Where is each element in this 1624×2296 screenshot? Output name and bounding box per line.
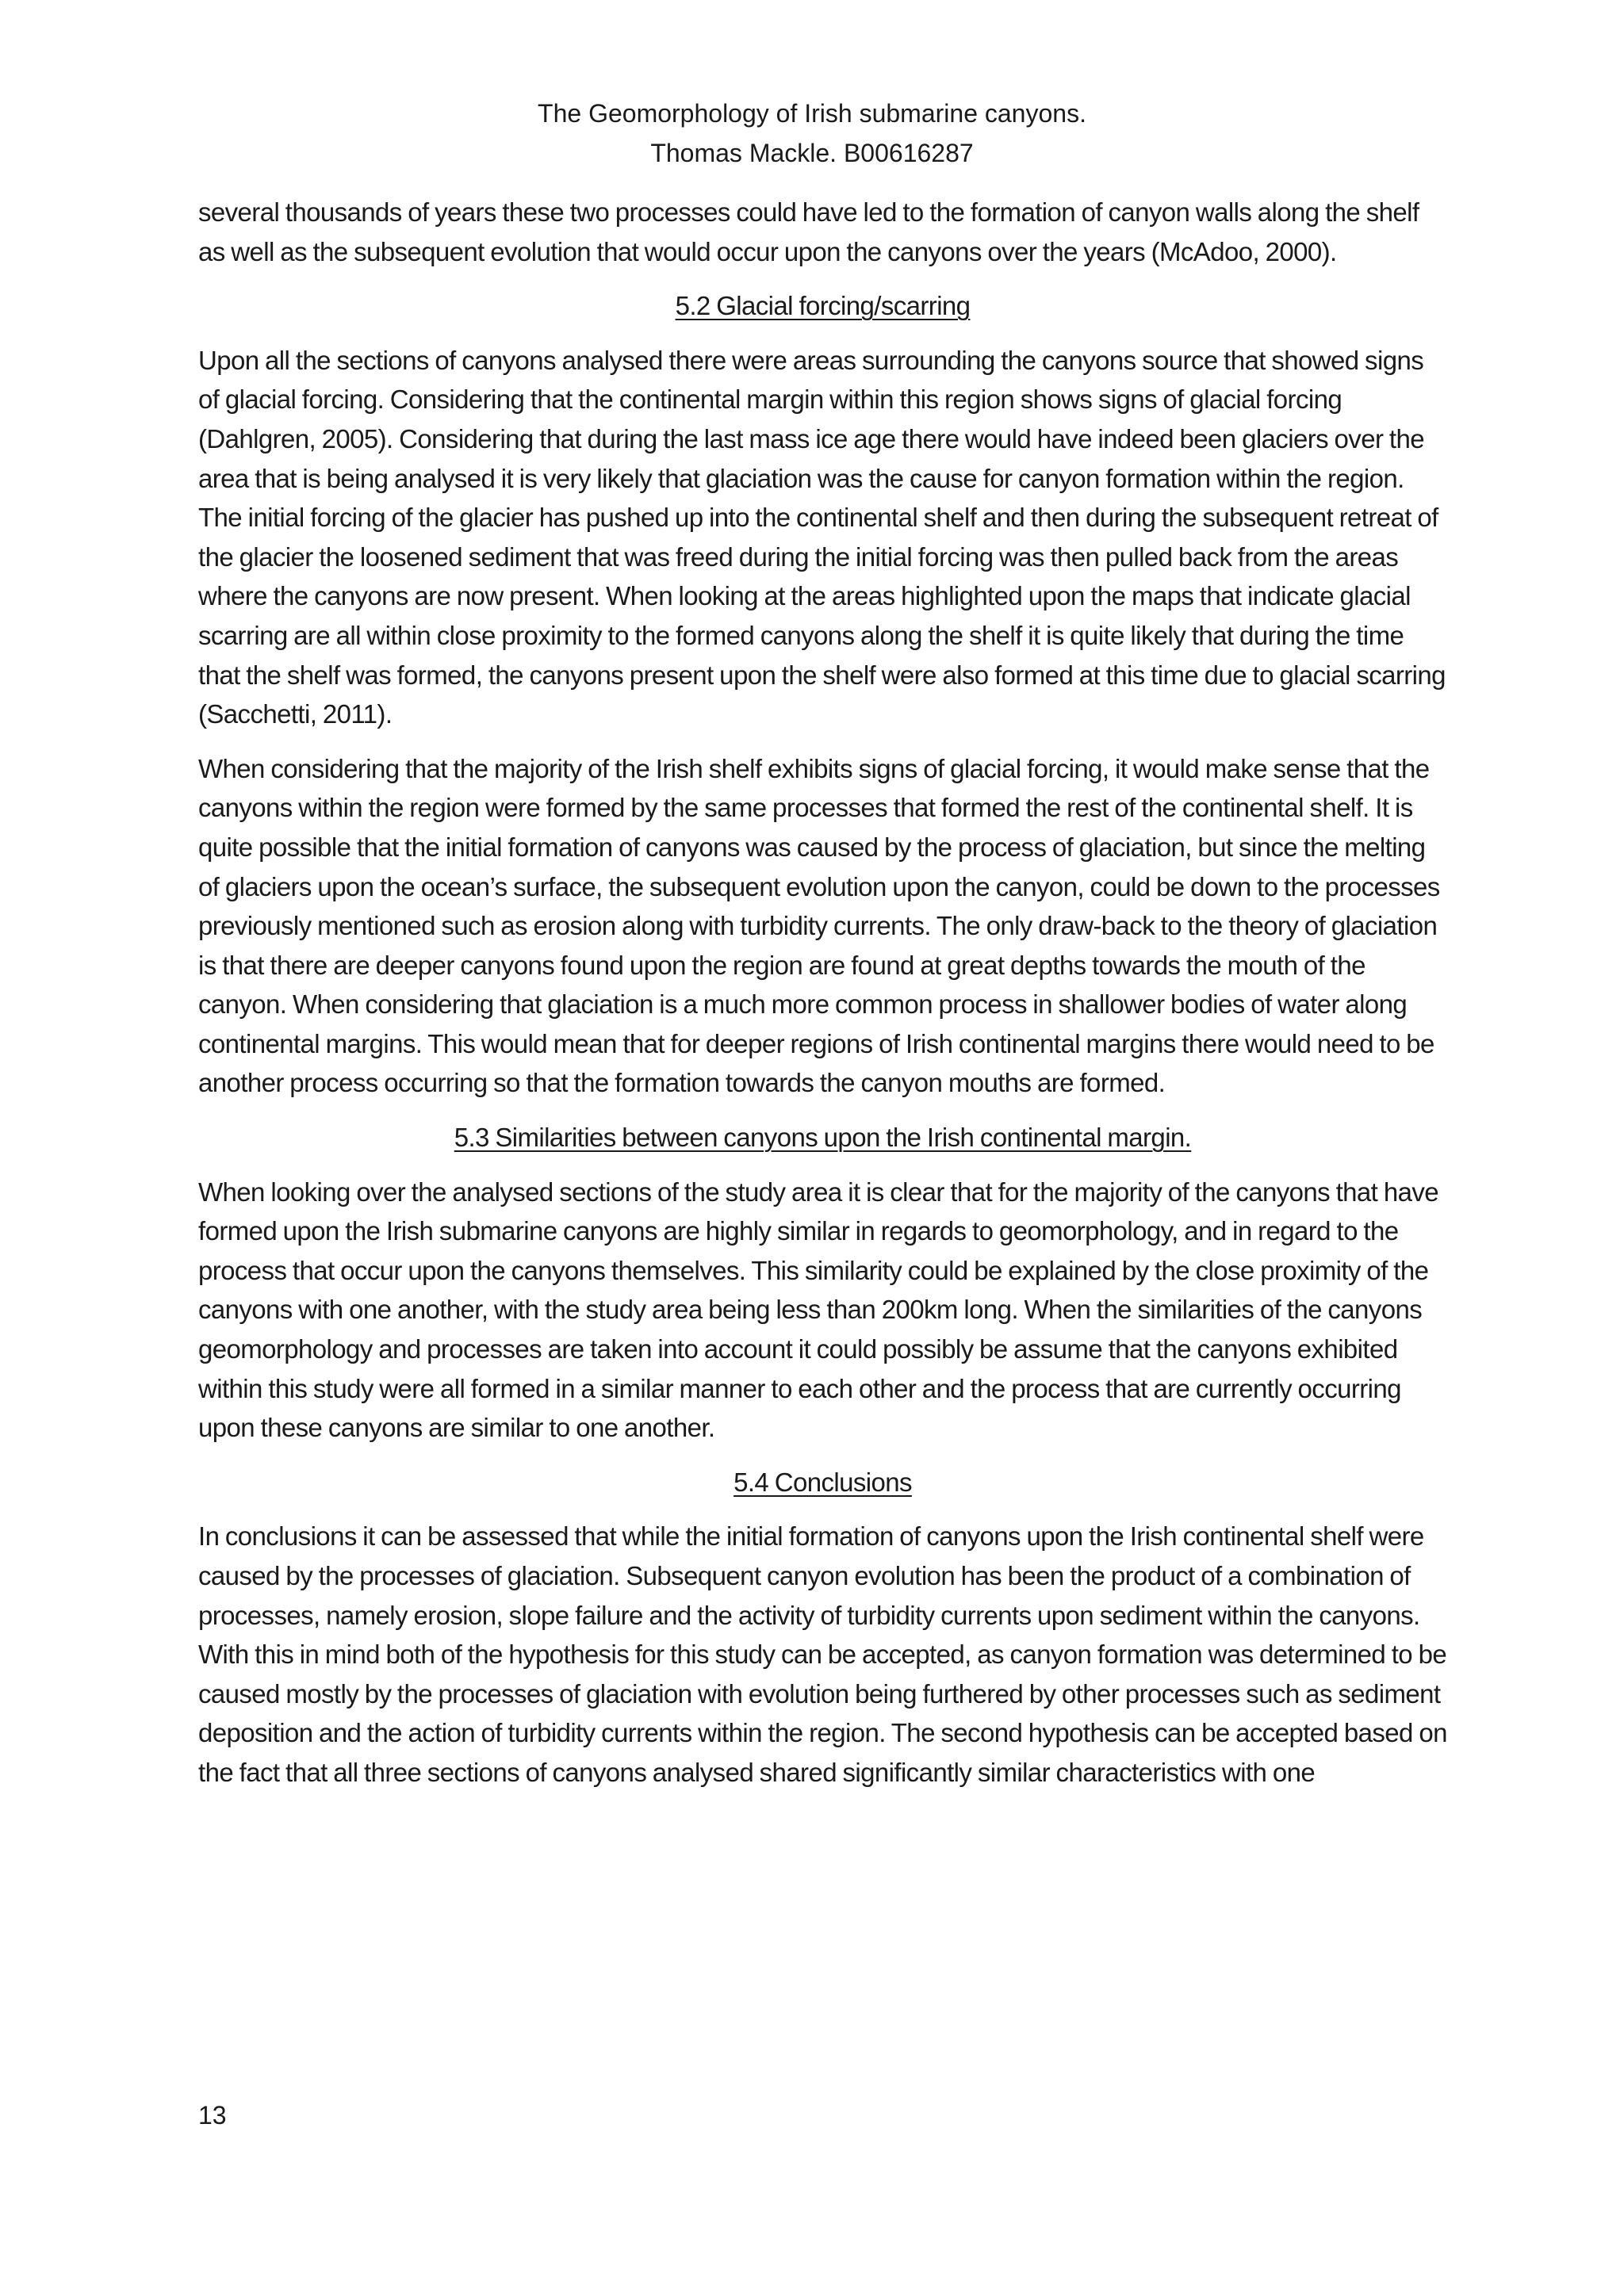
paragraph-5-2-2: When considering that the majority of the Irish shelf exhibits signs of glacial forcing, it would make sense that the canyons within the region were formed by the same processes that formed the rest of the continental shelf. It is quite possible that the initial formation of canyons was caused by the process of glaciation, but since the melting of glaciers upon the ocean’s surface, the subsequent evolution upon the canyon, could be down to the processes previously mentioned such as erosion along with turbidity currents. The only draw-back to the theory of glaciation is that there are deeper canyons found upon the region are found at great depths towards the mouth of the canyon. When considering that glaciation is a much more common process in shallower bodies of water along continental margins. This would mean that for deeper regions of Irish continental margins there would need to be another process occurring so that the formation towards the canyon mouths are formed. [198, 753, 1440, 1098]
intro-paragraph: several thousands of years these two processes could have led to the formation of canyon walls along the shelf as well as the subsequent evolution that would occur upon the canyons over the years (McAdoo, 2000). [198, 197, 1419, 266]
header-author: Thomas Mackle. B00616287 [650, 139, 974, 167]
paragraph-5-3-1: When looking over the analysed sections of the study area it is clear that for the majority of the canyons that have formed upon the Irish submarine canyons are highly similar in regards to geomorphology, and in regard to the process that occur upon the canyons themselves. This similarity could be explained by the close proximity of the canyons with one another, with the study area being less than 200km long. When the similarities of the canyons geomorphology and processes are taken into account it could possibly be assume that the canyons exhibited within this study were all formed in a similar manner to each other and the process that are currently occurring upon these canyons are similar to one another. [198, 1177, 1438, 1443]
paragraph-5-4-1: In conclusions it can be assessed that while the initial formation of canyons upon the Irish continental shelf were caused by the processes of glaciation. Subsequent canyon evolution has been the product of a combination of processes, namely erosion, slope failure and the activity of turbidity currents upon sediment within the canyons. With this in mind both of the hypothesis for this study can be accepted, as canyon formation was determined to be caused mostly by the processes of glaciation with evolution being furthered by other processes such as sediment deposition and the action of turbidity currents within the region. The second hypothesis can be accepted based on the fact that all three sections of canyons analysed shared significantly similar characteristics with one [198, 1521, 1447, 1787]
section-heading-5-2: 5.2 Glacial forcing/scarring [675, 291, 971, 321]
paragraph-5-2-1: Upon all the sections of canyons analysed there were areas surrounding the canyons source that showed signs of glacial forcing. Considering that the continental margin within this region shows signs of glacial forcing (Dahlgren, 2005). Considering that during the last mass ice age there would have indeed been glaciers over the area that is being analysed it is very likely that glaciation was the cause for canyon formation within the region. The initial forcing of the glacier has pushed up into the continental shelf and then during the subsequent retreat of the glacier the loosened sediment that was freed during the initial forcing was then pulled back from the areas where the canyons are now present. When looking at the areas highlighted upon the maps that indicate glacial scarring are all within close proximity to the formed canyons along the shelf it is quite likely that during the time that the shelf was formed, the canyons present upon the shelf were also formed at this time due to glacial scarring (Sacchetti, 2011). [198, 345, 1446, 729]
body-text [198, 193, 1447, 1808]
running-header [0, 94, 1624, 173]
header-title: The Geomorphology of Irish submarine canyons. [538, 99, 1086, 128]
section-heading-5-4: 5.4 Conclusions [733, 1467, 912, 1497]
section-heading-5-3: 5.3 Similarities between canyons upon the Irish continental margin. [454, 1123, 1192, 1153]
page-number: 13 [198, 2101, 227, 2130]
